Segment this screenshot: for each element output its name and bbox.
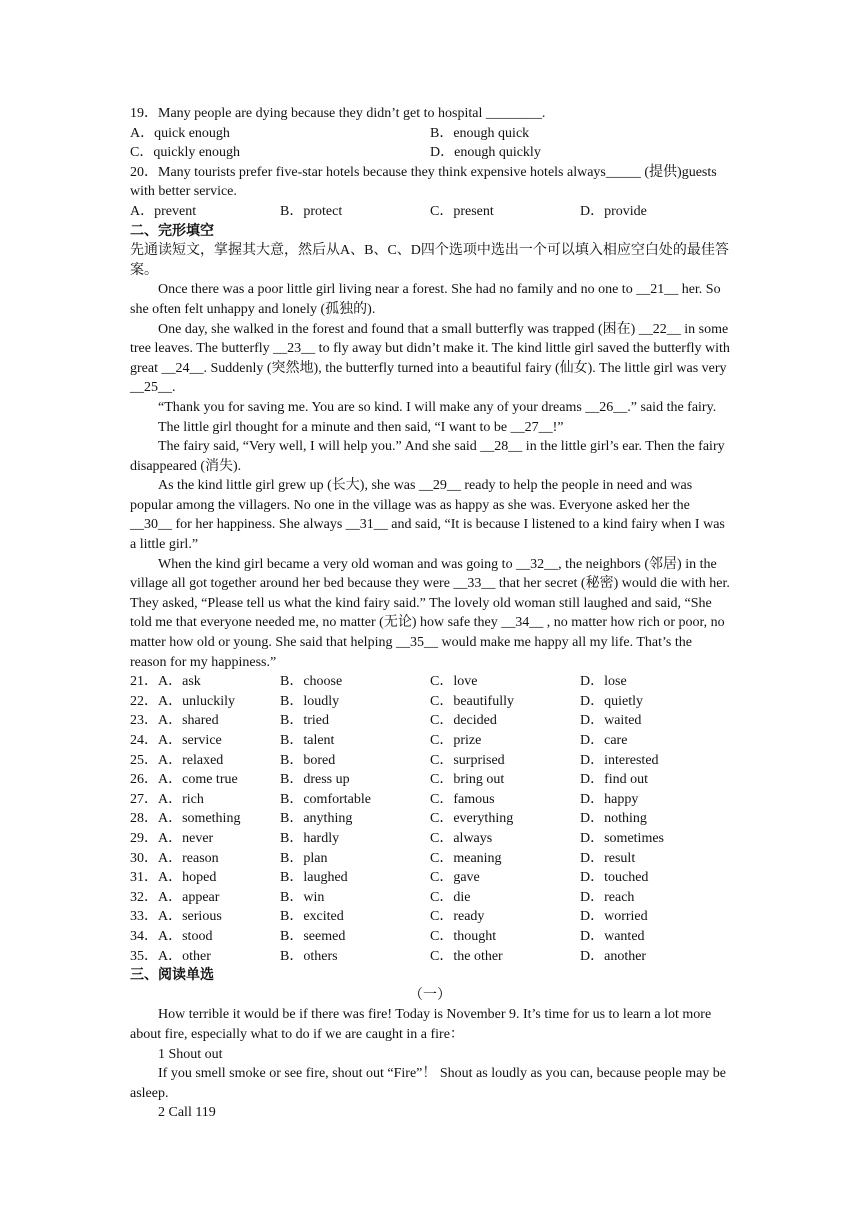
cloze-option-row-34 bbox=[130, 927, 730, 947]
option-b: B．choose bbox=[280, 674, 343, 690]
cloze-option-row-28 bbox=[130, 809, 730, 829]
option-c: C．gave bbox=[430, 870, 480, 886]
option-d: D．find out bbox=[580, 772, 649, 788]
option-d: D．care bbox=[580, 733, 628, 748]
cloze-option-row-30 bbox=[130, 849, 730, 869]
option-b: B．laughed bbox=[280, 870, 348, 886]
q19-stem: 19．Many people are dying because they didn’t get to hospital ________. bbox=[130, 106, 546, 121]
cloze-option-row-21 bbox=[130, 672, 730, 692]
option-a: 23．A．shared bbox=[130, 713, 219, 729]
q19-option-c: C．quickly enough bbox=[130, 145, 241, 161]
option-a: 34．A．stood bbox=[130, 928, 213, 944]
option-b: B．tried bbox=[280, 713, 329, 729]
section3-heading: 三、阅读单选 bbox=[130, 968, 214, 984]
option-d: D．another bbox=[580, 948, 647, 964]
option-d: D．touched bbox=[580, 870, 649, 886]
option-c: C．everything bbox=[430, 811, 514, 827]
section2-instruction: 先通读短文，掌握其大意，然后从A、B、C、D四个选项中选出一个可以填入相应空白处的最佳答案。 bbox=[130, 243, 729, 278]
q19-option-b: B．enough quick bbox=[430, 125, 530, 141]
q19-options-row-2 bbox=[130, 143, 730, 163]
section3-part-label: （一） bbox=[409, 987, 451, 1003]
option-d: D．result bbox=[580, 850, 636, 866]
option-b: B．seemed bbox=[280, 928, 346, 944]
option-a: 21．A．ask bbox=[130, 674, 201, 690]
option-d: D．worried bbox=[580, 909, 648, 925]
cloze-option-row-27 bbox=[130, 790, 730, 810]
cloze-options bbox=[130, 672, 730, 966]
option-b: B．hardly bbox=[280, 830, 340, 846]
document-page bbox=[130, 104, 730, 1123]
q20-option-c: C．present bbox=[430, 203, 494, 219]
option-d: D．happy bbox=[580, 791, 639, 807]
option-a: 25．A．relaxed bbox=[130, 752, 224, 768]
passage-paragraph-2: One day, she walked in the forest and found that a small butterfly was trapped (困在) __22__ in some tree leaves. The butterfly __23__ to fly away but didn’t make it. The kind little girl saved the butterfly with great __24__. Suddenly (突然地), the butterfly turned into a beautiful fairy (仙女). The little girl was very __25__. bbox=[130, 321, 730, 396]
option-c: C．surprised bbox=[430, 752, 505, 768]
section2-heading: 二、完形填空 bbox=[130, 223, 214, 239]
q20-option-b: B．protect bbox=[280, 203, 343, 219]
option-c: C．love bbox=[430, 674, 478, 690]
q20-option-a: A．prevent bbox=[130, 203, 197, 219]
option-a: 31．A．hoped bbox=[130, 870, 217, 886]
passage-paragraph-3: “Thank you for saving me. You are so kind. I will make any of your dreams __26__.” said the fairy. bbox=[158, 399, 717, 415]
passage-paragraph-4: The little girl thought for a minute and then said, “I want to be __27__!” bbox=[158, 419, 564, 435]
option-a: 24．A．service bbox=[130, 733, 222, 748]
option-b: B．loudly bbox=[280, 693, 340, 709]
q19-option-d: D．enough quickly bbox=[430, 145, 541, 161]
option-b: B．others bbox=[280, 948, 338, 964]
option-d: D．reach bbox=[580, 889, 635, 905]
option-b: B．bored bbox=[280, 752, 336, 768]
cloze-option-row-31 bbox=[130, 868, 730, 888]
option-a: 26．A．come true bbox=[130, 772, 238, 788]
q19-option-a: A．quick enough bbox=[130, 125, 230, 141]
cloze-option-row-24 bbox=[130, 731, 730, 751]
reading-paragraph-1: How terrible it would be if there was fire! Today is November 9. It’s time for us to learn a lot more about fire, especially what to do if we are caught in a fire： bbox=[130, 1007, 712, 1042]
option-c: C．famous bbox=[430, 791, 495, 807]
option-c: C．decided bbox=[430, 713, 497, 729]
cloze-option-row-22 bbox=[130, 692, 730, 712]
option-c: C．ready bbox=[430, 909, 485, 925]
option-d: D．nothing bbox=[580, 811, 647, 827]
option-b: B．anything bbox=[280, 811, 353, 827]
option-a: 27．A．rich bbox=[130, 791, 204, 807]
option-d: D．waited bbox=[580, 713, 642, 729]
reading-subheading-1: 1 Shout out bbox=[158, 1046, 223, 1062]
option-b: B．dress up bbox=[280, 772, 350, 788]
option-d: D．wanted bbox=[580, 928, 645, 944]
option-c: C．thought bbox=[430, 928, 497, 944]
option-c: C．the other bbox=[430, 948, 503, 964]
option-b: B．win bbox=[280, 889, 325, 905]
passage-paragraph-7: When the kind girl became a very old woman and was going to __32__, the neighbors (邻居) in the village all got together around her bed because they were __33__ that her secret (秘密) would die with her. They asked, “Please tell us what the kind fairy said.” The lovely old woman still laughed and said, “She told me that everyone needed me, no matter (无论) how safe they __34__ , no matter how rich or poor, no matter how old or young. She said that helping __35__ would make me happy all my life. That’s the reason for my happiness.” bbox=[130, 556, 730, 670]
option-b: B．talent bbox=[280, 733, 335, 748]
cloze-option-row-32 bbox=[130, 888, 730, 908]
reading-subheading-2: 2 Call 119 bbox=[158, 1105, 216, 1121]
q19-options-row-1 bbox=[130, 124, 730, 144]
option-b: B．excited bbox=[280, 909, 344, 925]
option-d: D．lose bbox=[580, 674, 627, 690]
passage-paragraph-6: As the kind little girl grew up (长大), she was __29__ ready to help the people in need and was popular among the villagers. No one in the village was as happy as she was. Everyone asked her the __30__ for her happiness. She always __31__ and said, “It is because I listened to a kind fairy when I was a little girl.” bbox=[130, 478, 725, 553]
cloze-option-row-33 bbox=[130, 907, 730, 927]
option-c: C．die bbox=[430, 889, 471, 905]
option-c: C．beautifully bbox=[430, 693, 514, 709]
cloze-option-row-23 bbox=[130, 711, 730, 731]
cloze-option-row-29 bbox=[130, 829, 730, 849]
option-a: 33．A．serious bbox=[130, 909, 222, 925]
option-a: 22．A．unluckily bbox=[130, 693, 235, 709]
option-a: 28．A．something bbox=[130, 811, 241, 827]
passage-paragraph-5: The fairy said, “Very well, I will help you.” And she said __28__ in the little girl’s ear. Then the fairy disappeared (消失). bbox=[130, 439, 725, 474]
option-b: B．comfortable bbox=[280, 791, 371, 807]
passage-paragraph-1: Once there was a poor little girl living near a forest. She had no family and no one to __21__ her. So she often felt unhappy and lonely (孤独的). bbox=[130, 282, 721, 317]
option-d: D．sometimes bbox=[580, 830, 664, 846]
option-c: C．bring out bbox=[430, 772, 505, 788]
option-a: 29．A．never bbox=[130, 830, 214, 846]
option-b: B．plan bbox=[280, 850, 328, 866]
option-a: 32．A．appear bbox=[130, 889, 220, 905]
reading-paragraph-2: If you smell smoke or see fire, shout out “Fire”！ Shout as loudly as you can, because people may be asleep. bbox=[130, 1066, 727, 1101]
q20-options bbox=[130, 202, 730, 222]
q20-stem: 20．Many tourists prefer five-star hotels because they think expensive hotels always_____ (提供)guests with better service. bbox=[130, 164, 717, 200]
q20-option-d: D．provide bbox=[580, 203, 647, 219]
cloze-option-row-35 bbox=[130, 947, 730, 967]
option-c: C．prize bbox=[430, 733, 482, 748]
cloze-option-row-25 bbox=[130, 751, 730, 771]
option-c: C．always bbox=[430, 830, 493, 846]
option-d: D．quietly bbox=[580, 693, 643, 709]
option-d: D．interested bbox=[580, 752, 659, 768]
cloze-option-row-26 bbox=[130, 770, 730, 790]
option-c: C．meaning bbox=[430, 850, 502, 866]
option-a: 30．A．reason bbox=[130, 850, 219, 866]
option-a: 35．A．other bbox=[130, 948, 211, 964]
